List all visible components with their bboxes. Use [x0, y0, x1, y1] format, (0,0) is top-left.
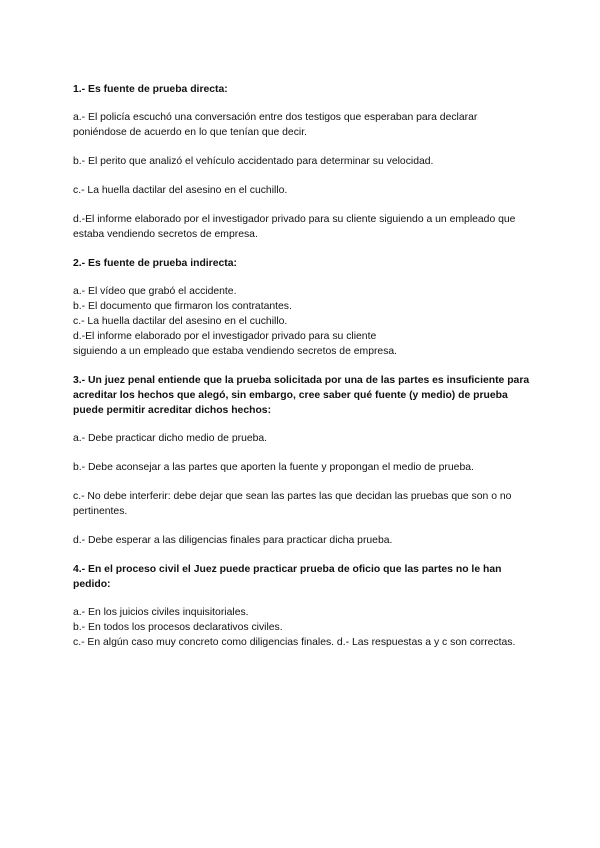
question-4-option-a: a.- En los juicios civiles inquisitoriales.	[73, 607, 249, 618]
document-page	[73, 82, 533, 660]
question-2-option-b: b.- El documento que firmaron los contratantes.	[73, 301, 292, 312]
question-1-option-c: c.- La huella dactilar del asesino en el cuchillo.	[73, 185, 288, 196]
question-1-option-b: b.- El perito que analizó el vehículo accidentado para determinar su velocidad.	[73, 156, 434, 167]
question-1-option-a: a.- El policía escuchó una conversación entre dos testigos que esperaban para declarar poniéndose de acuerdo en lo que tenían que decir.	[73, 112, 478, 138]
question-3-option-b: b.- Debe aconsejar a las partes que aporten la fuente y propongan el medio de prueba.	[73, 462, 474, 473]
question-4-title: 4.- En el proceso civil el Juez puede practicar prueba de oficio que las partes no le han pedido:	[73, 564, 502, 590]
question-2-option-d-continuation: siguiendo a un empleado que estaba vendiendo secretos de empresa.	[73, 346, 398, 357]
question-4-option-c-d: c.- En algún caso muy concreto como diligencias finales. d.- Las respuestas a y c son correctas.	[73, 637, 516, 648]
question-2-option-a: a.- El vídeo que grabó el accidente.	[73, 286, 237, 297]
question-3-option-c: c.- No debe interferir: debe dejar que sean las partes las que decidan las pruebas que son o no pertinentes.	[73, 491, 512, 517]
question-3-option-a: a.- Debe practicar dicho medio de prueba.	[73, 433, 268, 444]
question-1-title: 1.- Es fuente de prueba directa:	[73, 84, 228, 95]
question-1	[73, 82, 533, 242]
question-3-option-d: d.- Debe esperar a las diligencias finales para practicar dicha prueba.	[73, 535, 393, 546]
question-4	[73, 562, 533, 650]
question-3-title: 3.- Un juez penal entiende que la prueba solicitada por una de las partes es insuficiente para acreditar los hechos que alegó, sin embargo, cree saber qué fuente (y medio) de prueba puede permitir acreditar dichos hechos:	[73, 375, 530, 416]
question-2-option-c: c.- La huella dactilar del asesino en el cuchillo.	[73, 316, 288, 327]
question-2-option-d: d.-El informe elaborado por el investigador privado para su cliente	[73, 331, 377, 342]
question-3	[73, 373, 533, 548]
question-2	[73, 256, 533, 359]
question-2-title: 2.- Es fuente de prueba indirecta:	[73, 258, 237, 269]
question-4-option-b: b.- En todos los procesos declarativos civiles.	[73, 622, 283, 633]
question-1-option-d: d.-El informe elaborado por el investigador privado para su cliente siguiendo a un empleado que estaba vendiendo secretos de empresa.	[73, 214, 516, 240]
